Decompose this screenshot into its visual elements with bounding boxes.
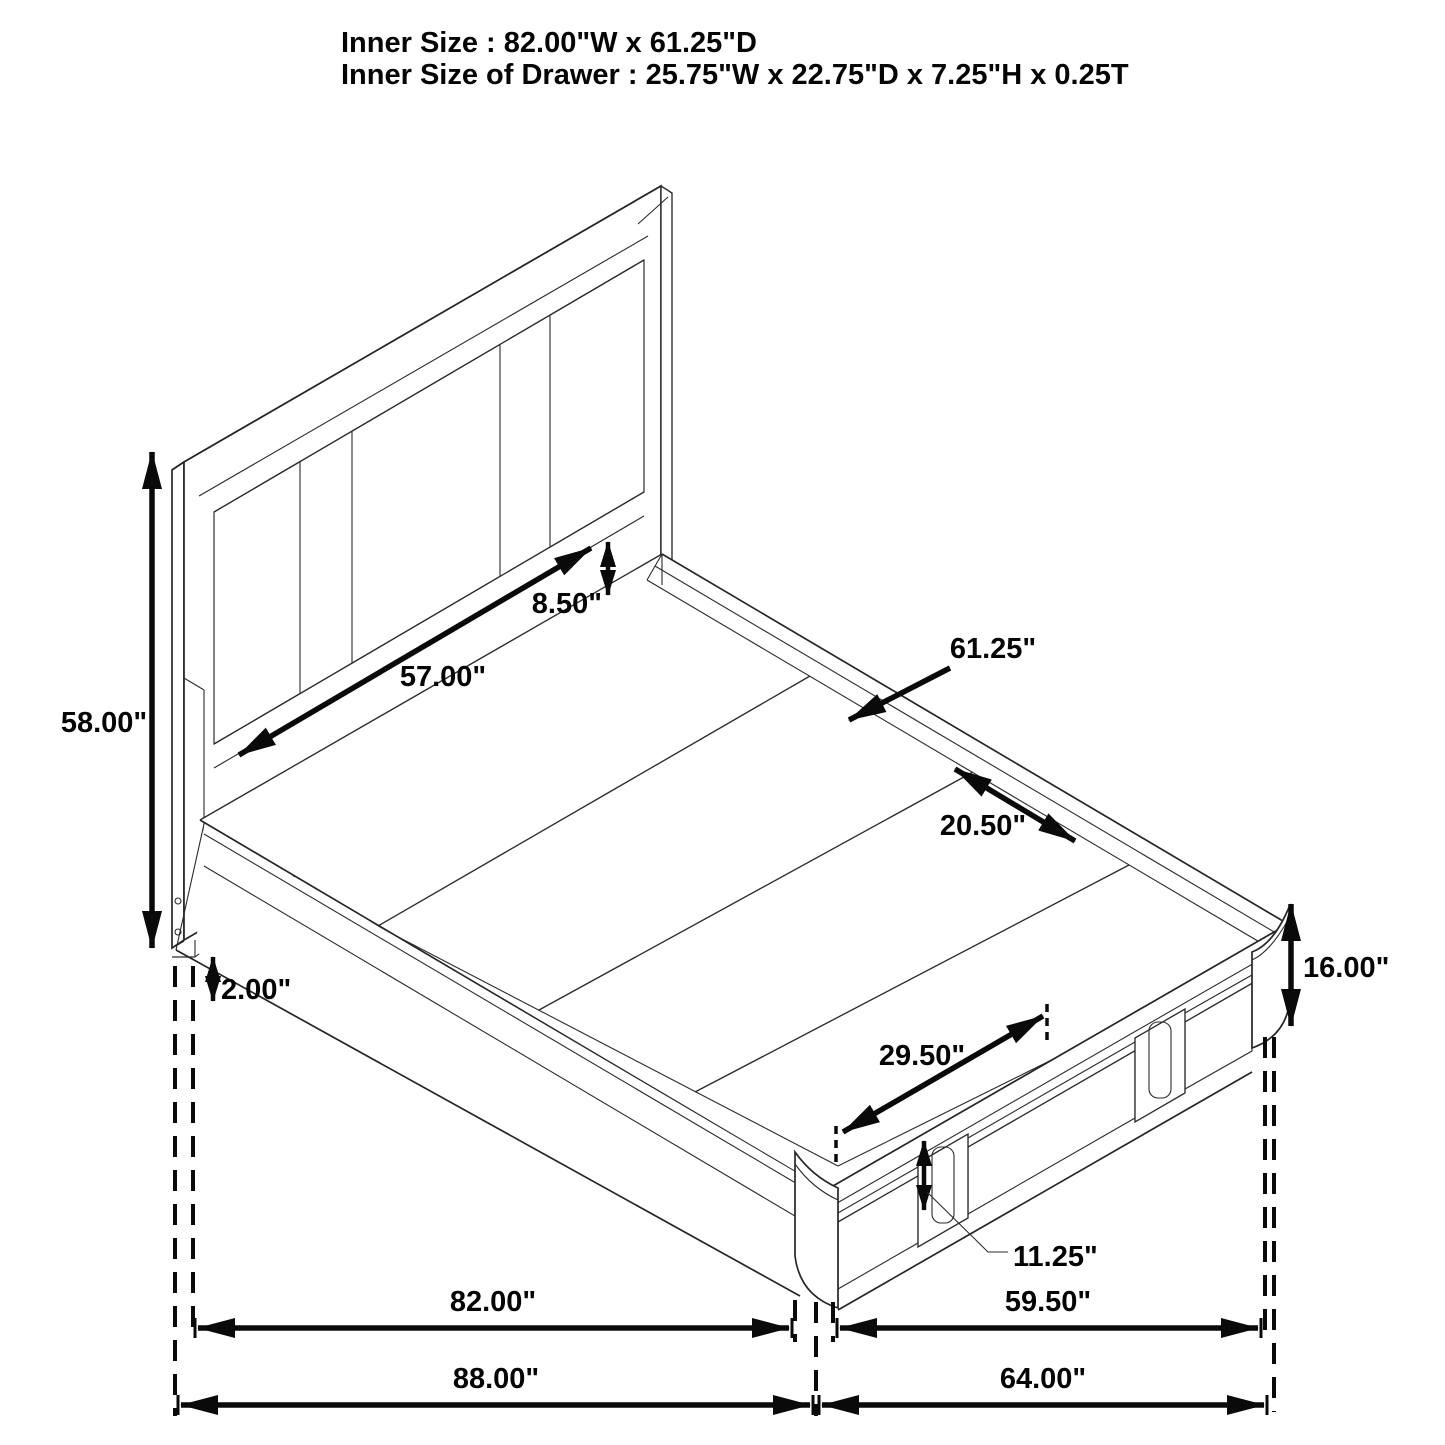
- dim-label-slat-panel-depth: 20.50": [939, 810, 1027, 842]
- dim-label-inner-depth: 61.25": [949, 633, 1037, 665]
- header-inner-size: Inner Size : 82.00"W x 61.25"D: [341, 27, 757, 59]
- dim-label-drawer-opening-width: 29.50": [878, 1040, 966, 1072]
- dim-label-frame-width: 82.00": [449, 1286, 537, 1318]
- dim-label-headboard-inner-width: 57.00": [399, 661, 487, 693]
- dim-label-overall-depth: 64.00": [999, 1363, 1087, 1395]
- dim-label-overall-width: 88.00": [452, 1363, 540, 1395]
- dim-label-side-rail-length: 59.50": [1004, 1286, 1092, 1318]
- dim-label-footboard-height: 16.00": [1303, 952, 1390, 984]
- dim-label-drawer-face-height: 11.25": [1013, 1241, 1098, 1273]
- header-inner-size-drawer: Inner Size of Drawer : 25.75"W x 22.75"D x 7.25"H x 0.25T: [341, 59, 1129, 91]
- dim-label-headboard-rail-height: 8.50": [531, 588, 602, 620]
- dim-label-headboard-height: 58.00": [60, 707, 148, 739]
- dim-label-leg-clearance: 2.00": [221, 974, 292, 1006]
